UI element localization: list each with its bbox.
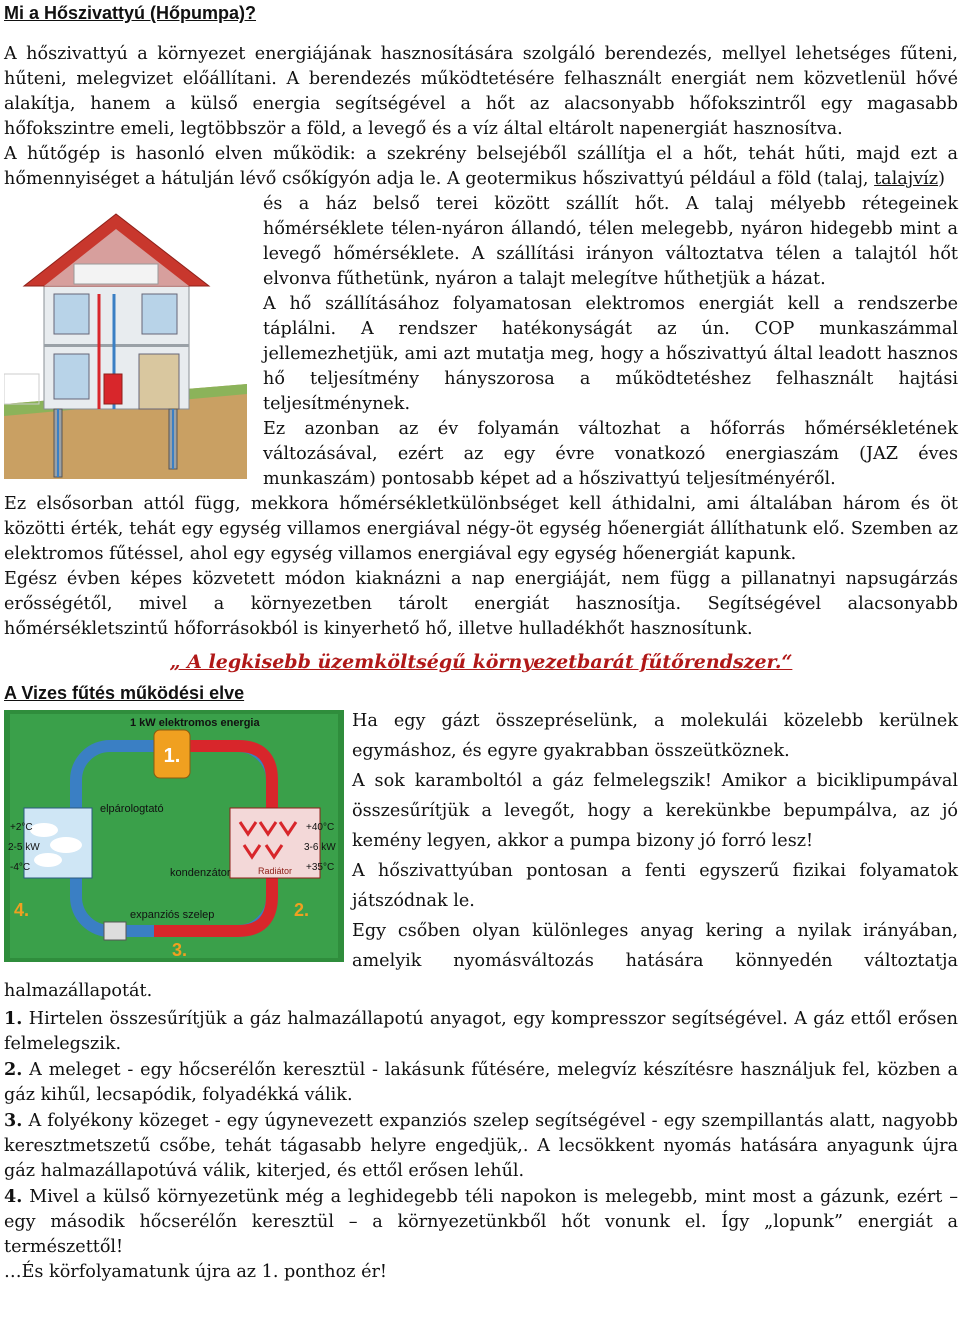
right-text-4: Egy csőben olyan különleges anyag kering a nyilak irányában, amelyik nyomásváltozás hatására könnyedén változtatja halmazállapotát. (4, 921, 958, 1001)
right-power: 3-6 kW (304, 842, 336, 853)
heat-pump-house-illustration (4, 194, 247, 479)
heat-pump-cycle-diagram (4, 710, 344, 962)
right-temp-bottom: +35°C (306, 862, 335, 873)
step-number-3: 3. (172, 940, 188, 960)
step-1: 1. Hirtelen összesűrítjük a gáz halmazállapotú anyagot, egy kompresszor segítségével. A gáz ettől erősen felmelegszik. (4, 1008, 958, 1054)
slogan: „ A legkisebb üzemköltségű környezetbarát fűtőrendszer.“ (169, 651, 793, 673)
radiator-label: Radiátor (257, 866, 293, 876)
step-number-1: 1. (163, 745, 181, 767)
step-3: 3. A folyékony közeget - egy úgynevezett expanziós szelep segítségével - egy szempillantás alatt, nagyobb keresztmetszetű csőbe, tehát tágasabb helyre engedjük,. A lecsökkent nyomás hatására anyagunk újra gáz halmazállapotúvá válik, kiterjed, és ettől erősen lehűl. (4, 1110, 958, 1181)
condenser-label: kondenzátor (170, 867, 231, 879)
right-text-2: A sok karamboltól a gáz felmelegszik! Amikor a biciklipumpával összesűrítjük a levegőt, hogy a kerekünkbe bepumpálva, az jó kemény legyen, akkor a pumpa bizony jó forró lesz! (352, 771, 958, 851)
document-page (4, 0, 958, 1285)
left-power: 2-5 kW (8, 842, 40, 853)
step-number-4: 4. (14, 900, 30, 920)
house-text-5: Egész évben képes közvetett módon kiaknázni a nap energiáját, nem függ a pillanatnyi napsugárzás erősségétől, mivel a környezetben tárolt energiát hasznosítja. Segítségével alacsonyabb hőmérsékletszintű hőforrásokból is kinyerhető hő, illetve hulladékhőt hasznosítunk. (4, 569, 958, 639)
left-temp-bottom: -4°C (10, 862, 31, 873)
step-4: 4. Mivel a külső környezetünk még a leghidegebb téli napokon is melegebb, mint most a gázunk, ezért – egy második hőcserélőn keresztül – a környezetünkből hőt vonunk el. Így „lopunk” energiát a természettől! (4, 1186, 958, 1257)
left-temp-top: +2°C (10, 822, 33, 833)
evaporator-label: elpárologtató (100, 803, 164, 815)
electric-energy-label: 1 kW elektromos energia (130, 717, 260, 729)
intro-paragraph-1: A hőszivattyú a környezet energiájának hasznosítására szolgáló berendezés, mellyel lehetséges fűteni, hűteni, melegvizet előállítani. A berendezés működtetésére felhasznált energiát nem közvetlenül hővé alakítja, hanem a külső energia segítségével a hőt az alacsonyabb hőfokszintről egy magasabb hőfokszintre emeli, legtöbbször a föld, a levegő és a víz által eltárolt napenergiát hasznosítva. (4, 44, 958, 139)
right-text-3: A hőszivattyúban pontosan a fenti egyszerű fizikai folyamatok játszódnak le. (352, 861, 958, 911)
step-2: 2. A meleget - egy hőcserélőn keresztül - lakásunk fűtésére, melegvíz készítésre használjuk fel, közben a gáz kihűl, lecsapódik, folyadékká válik. (4, 1059, 958, 1105)
step-number-2: 2. (294, 900, 310, 920)
right-text-1: Ha egy gázt összepréselünk, a molekulái közelebb kerülnek egymáshoz, és egyre gyakrabban összeütköznek. (352, 711, 958, 761)
house-text-1: és a ház belső terei között szállít hőt. A talaj mélyebb rétegeinek hőmérséklete télen-nyáron állandó, télen melegebb, nyáron hidegebb mint a levegő hőmérséklete. A szállítási irányon változtatva télen a talajtól hőt elvonva fűthetünk, nyáron a talajt melegítve hűthetjük a házat. (263, 194, 958, 289)
house-text-3: Ez azonban az év folyamán változhat a hőforrás hőmérsékletének változásával, ezért az egy évre vonatkozó energiaszám (JAZ éves munkaszám) pontosabb képet ad a hőszivattyú teljesítményéről. (263, 419, 958, 489)
ending-line: …És körfolyamatunk újra az 1. ponthoz ér! (4, 1262, 387, 1282)
right-temp-top: +40°C (306, 822, 335, 833)
talajviz-link: talajvíz (874, 169, 939, 189)
intro-paragraph-2: A hűtőgép is hasonló elven működik: a szekrény belsejéből szállítja el a hőt, tehát hűti, majd ezt a hőmennyiséget a hátulján lévő csőkígyón adja le. A geotermikus hőszivattyú például a föld (talaj, talajvíz) (4, 144, 958, 189)
section-subtitle: A Vizes fűtés működési elve (4, 683, 245, 703)
house-text-4: Ez elsősorban attól függ, mekkora hőmérsékletkülönbséget kell áthidalni, ami általában három és öt közötti érték, tehát egy egység villamos energiával négy-öt egység hőenergiát állíthatunk elő. Szemben az elektromos fűtéssel, ahol egy egység villamos energiával egy egység hőenergiát kapunk. (4, 494, 958, 564)
house-text-2: A hő szállításához folyamatosan elektromos energiát kell a rendszerbe táplálni. A rendszer hatékonyságát az ún. COP munkaszámmal jellemezhetjük, ami azt mutatja meg, hogy a hőszivattyú által leadott hasznos hő teljesítmény hányszorosa a működtetéshez felhasznált hajtási teljesítménynek. (263, 294, 958, 414)
expansion-valve-label: expanziós szelep (130, 909, 215, 921)
page-title: Mi a Hőszivattyú (Hőpumpa)? (4, 3, 257, 23)
